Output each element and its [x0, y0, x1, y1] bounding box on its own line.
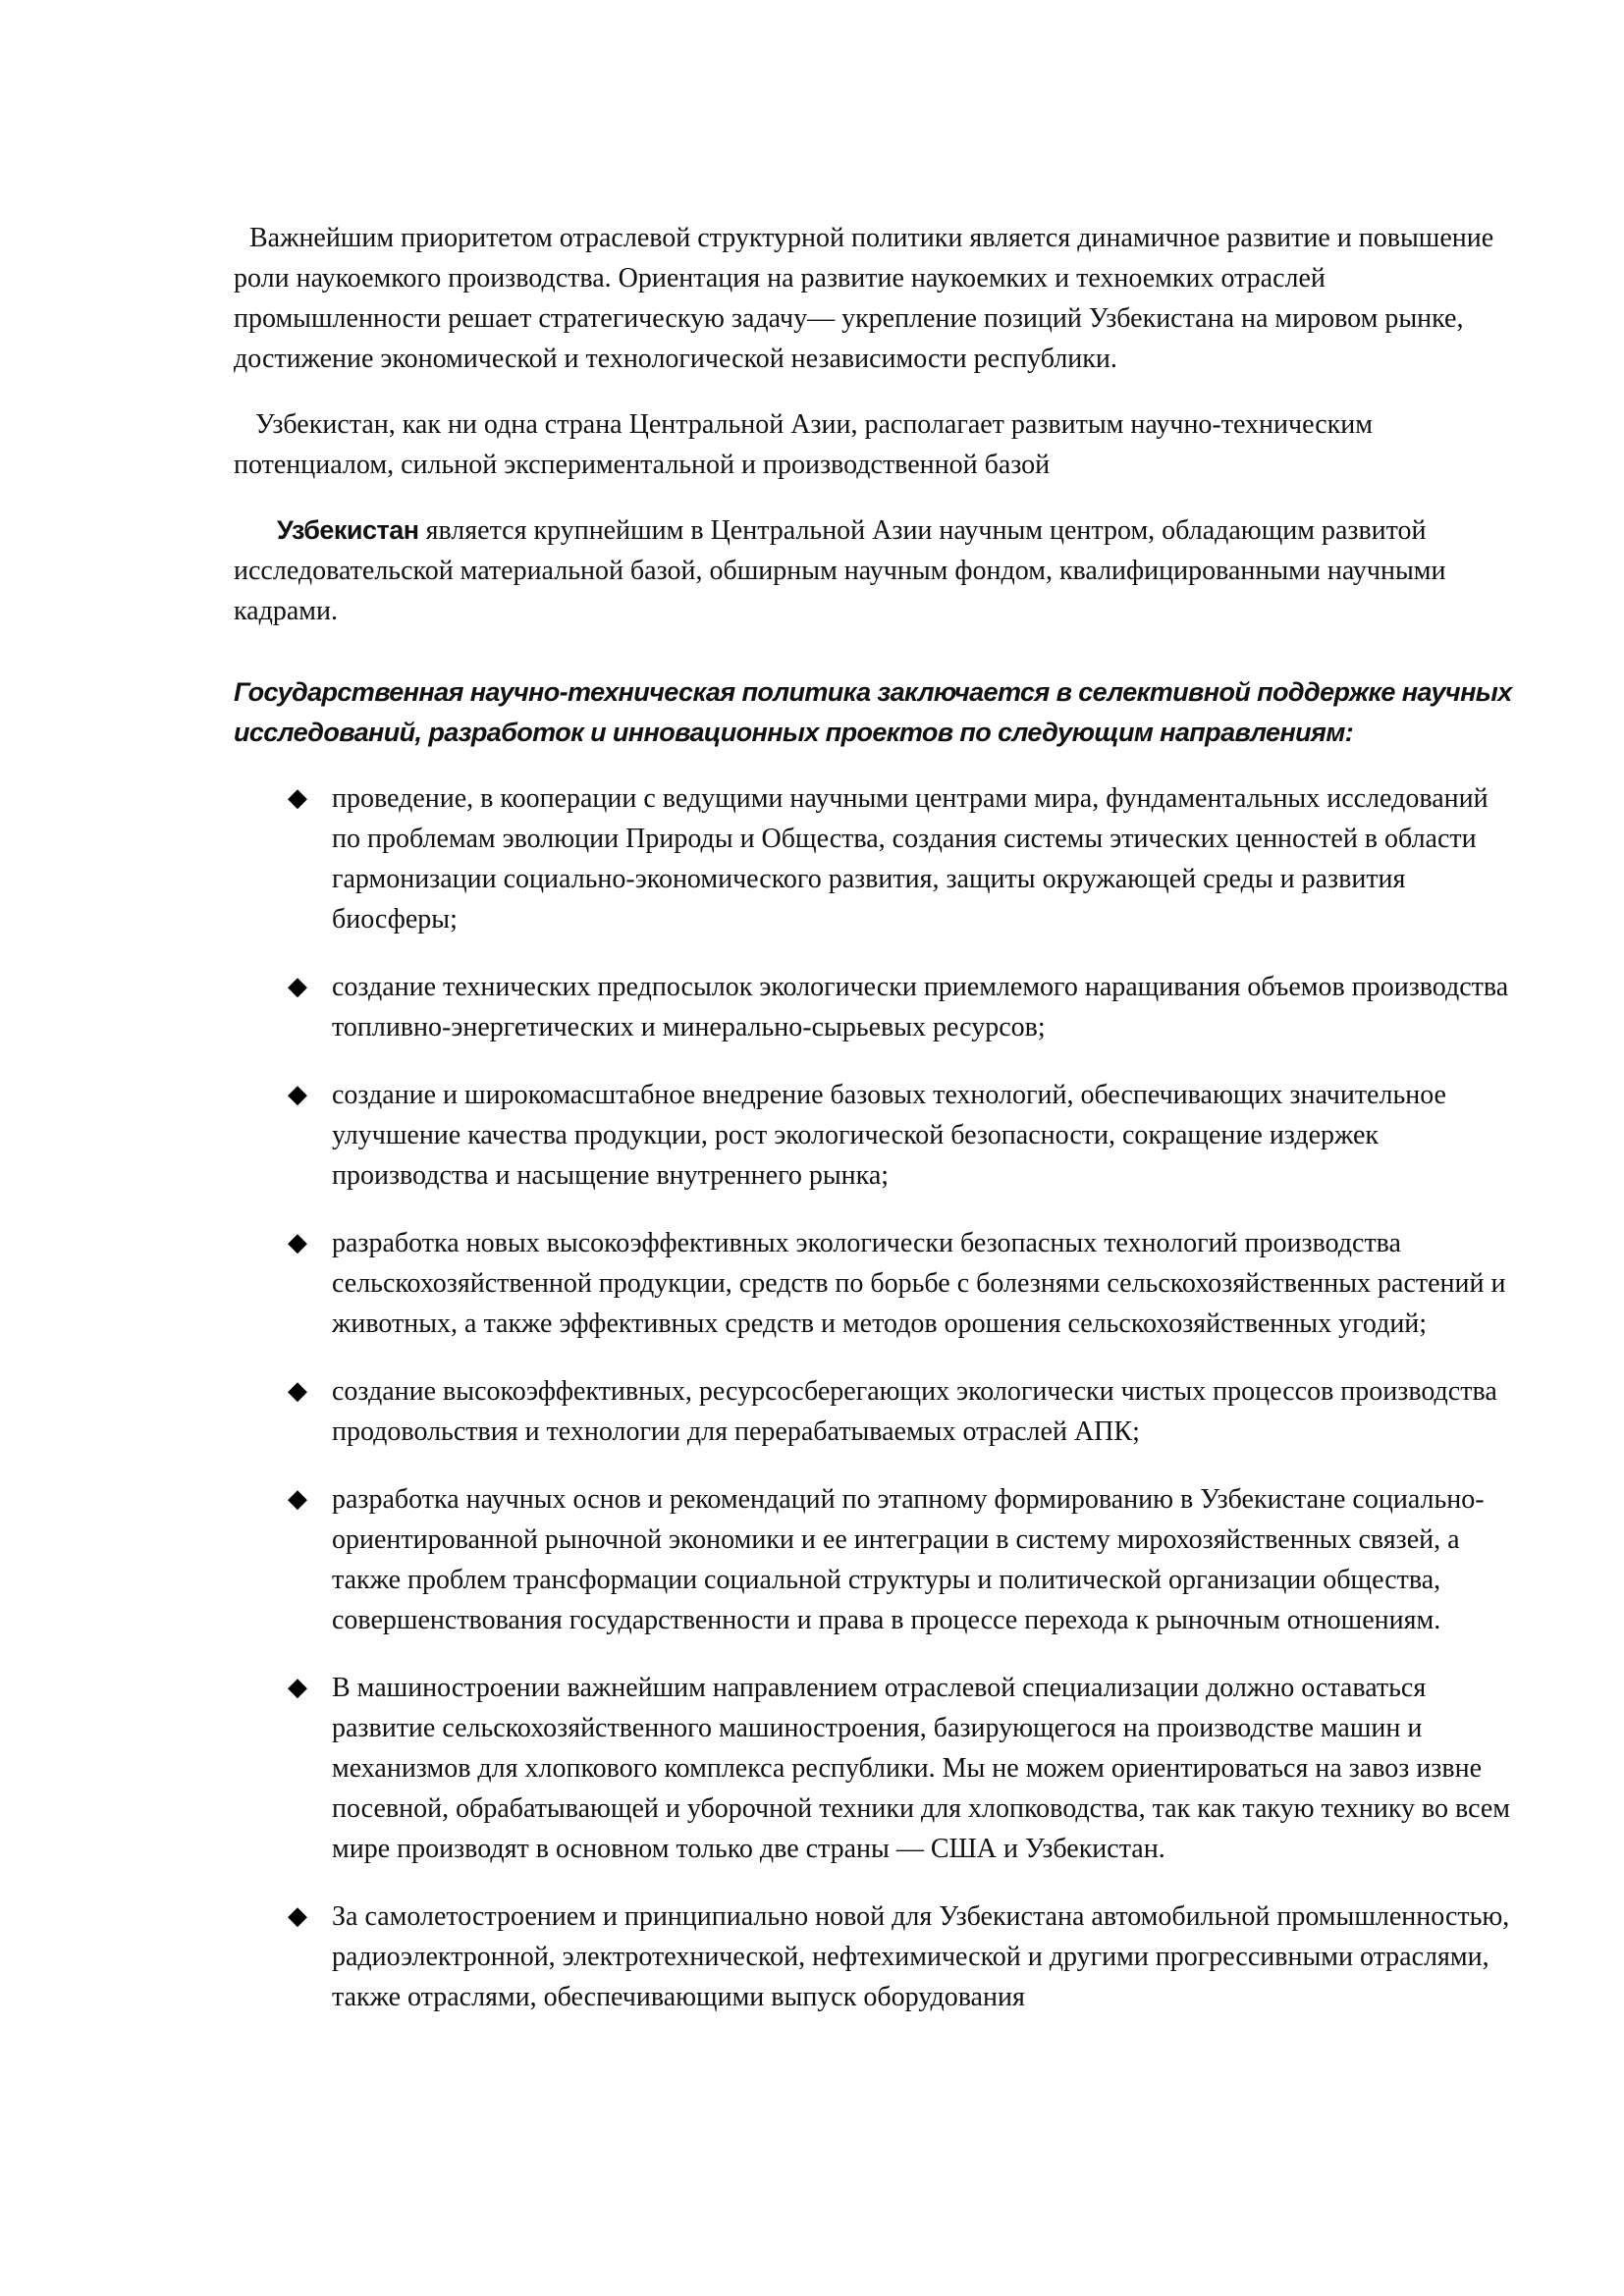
paragraph-potential: Узбекистан, как ни одна страна Центральной Азии, располагает развитым научно-техническим потенциалом, сильной экспериментальной и производственной базой — [234, 409, 1373, 480]
diamond-bullet-icon: ◆ — [288, 1484, 307, 1514]
list-item — [234, 1896, 1520, 2017]
list-item-text: разработка новых высокоэффективных экологически безопасных технологий производства сельскохозяйственной продукции, средств по борьбе с болезнями сельскохозяйственных растений и животных, а также эффективных средств и методов орошения сельскохозяйственных угодий; — [332, 1228, 1506, 1339]
list-item-text: В машиностроении важнейшим направлением отраслевой специализации должно оставаться развитие сельскохозяйственного машиностроения, базирующегося на производстве машин и механизмов для хлопкового комплекса республики. Мы не можем ориентироваться на завоз извне посевной, обрабатывающей и уборочной техники для хлопководства, так как такую технику во всем мире производят в основном только две страны — США и Узбекистан. — [332, 1673, 1511, 1864]
diamond-bullet-icon: ◆ — [288, 1080, 307, 1109]
directions-list — [234, 778, 1520, 2017]
list-item — [234, 1668, 1520, 1869]
list-item-text: разработка научных основ и рекомендаций по этапному формированию в Узбекистане социально-ориентированной рыночной экономики и ее интеграции в систему мирохозяйственных связей, а также проблем трансформации социальной структуры и политической организации общества, совершенствования государственности и права в процессе перехода к рыночным отношениям. — [332, 1484, 1485, 1635]
list-item-text: создание и широкомасштабное внедрение базовых технологий, обеспечивающих значительное улучшение качества продукции, рост экологической безопасности, сокращение издержек производства и насыщение внутреннего рынка; — [332, 1080, 1446, 1191]
list-item-text: создание технических предпосылок экологически приемлемого наращивания объемов производства топливно-энергетических и минерально-сырьевых ресурсов; — [332, 972, 1509, 1042]
diamond-bullet-icon: ◆ — [288, 1673, 307, 1702]
diamond-bullet-icon: ◆ — [288, 1228, 307, 1257]
diamond-bullet-icon: ◆ — [288, 783, 307, 813]
list-item-text: проведение, в кооперации с ведущими научными центрами мира, фундаментальных исследований по проблемам эволюции Природы и Общества, создания системы этических ценностей в области гармонизации социально-экономического развития, защиты окружающей среды и развития биосферы; — [332, 783, 1489, 934]
list-item — [234, 778, 1520, 939]
paragraph-science-center — [234, 510, 1520, 631]
diamond-bullet-icon: ◆ — [288, 1376, 307, 1406]
paragraph-rest: является крупнейшим в Центральной Азии научным центром, обладающим развитой исследовательской материальной базой, обширным научным фондом, квалифицированными научными кадрами. — [234, 515, 1446, 626]
document-body — [234, 218, 1520, 2045]
list-item — [234, 1075, 1520, 1196]
list-item-text: создание высокоэффективных, ресурсосберегающих экологически чистых процессов производства продовольствия и технологии для перерабатываемых отраслей АПК; — [332, 1376, 1497, 1447]
list-item — [234, 1371, 1520, 1452]
diamond-bullet-icon: ◆ — [288, 972, 307, 1001]
list-item — [234, 1223, 1520, 1344]
section-heading: Государственная научно-техническая политика заключается в селективной поддержке научных исследований, разработок и инновационных проектов по следующим направлениям: — [234, 677, 1512, 747]
diamond-bullet-icon: ◆ — [288, 1901, 307, 1931]
paragraph-lead-bold: Узбекистан — [277, 515, 419, 545]
list-item — [234, 967, 1520, 1047]
paragraph-priority: Важнейшим приоритетом отраслевой структурной политики является динамичное развитие и повышение роли наукоемкого производства. Ориентация на развитие наукоемких и техноемких отраслей промышленности решает стратегическую задачу— укрепление позиций Узбекистана на мировом рынке, достижение экономической и технологической независимости республики. — [234, 223, 1494, 374]
list-item — [234, 1479, 1520, 1640]
list-item-text: За самолетостроением и принципиально новой для Узбекистана автомобильной промышленностью, радиоэлектронной, электротехнической, нефтехимической и другими прогрессивными отраслями, также отраслями, обеспечивающими выпуск оборудования — [332, 1901, 1510, 2012]
